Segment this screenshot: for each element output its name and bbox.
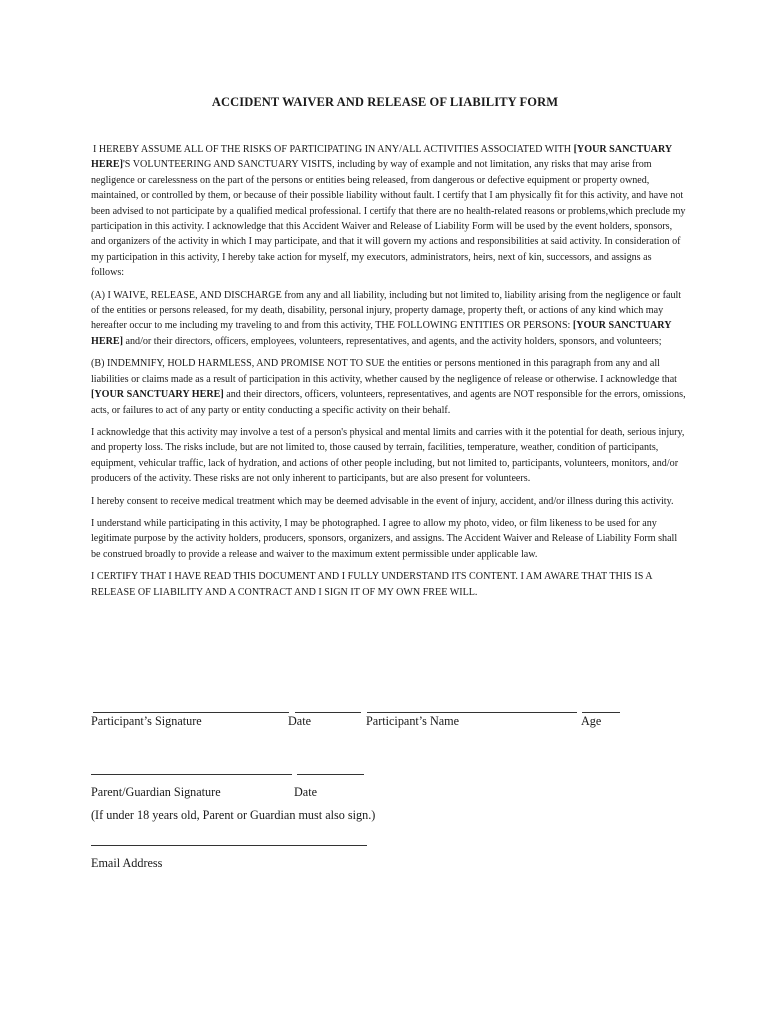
- paragraph-text: I HEREBY ASSUME ALL OF THE RISKS OF PARTICIPATING IN ANY/ALL ACTIVITIES ASSOCIATED WITH: [93, 144, 574, 155]
- paragraph-waive-release: [91, 288, 687, 350]
- age-label: Age: [581, 714, 602, 728]
- guardian-note: (If under 18 years old, Parent or Guardian must also sign.): [91, 808, 376, 822]
- paragraph-assume-risk: [91, 142, 687, 281]
- email-address-label: Email Address: [91, 856, 163, 870]
- paragraph-text: 'S VOLUNTEERING AND SANCTUARY VISITS, including by way of example and not limitation, any risks that may arise from negligence or carelessness on the part of the persons or entities being released, from dangerous or defective equipment or property owned, maintained, or controlled by them, or because of their possible liability without fault. I certify that I am physically fit for this activity, and have not been advised to not participate by a qualified medical professional. I certify that there are no health-related reasons or problems,which preclude my participation in this activity. I acknowledge that this Accident Waiver and Release of Liability Form will be used by the event holders, sponsors, and organizers of the activity in which I may participate, and that it will govern my actions and responsibilities at said activity. In consideration of my participation in this activity, I hereby take action for myself, my executors, administrators, heirs, next of kin, successors, and assigns as follows:: [91, 159, 686, 279]
- document-title: ACCIDENT WAIVER AND RELEASE OF LIABILITY FORM: [211, 95, 559, 109]
- paragraph-photo-release: I understand while participating in this activity, I may be photographed. I agree to allow my photo, video, or film likeness to be used for any legitimate purpose by the activity holders, producers, sponsors, organizers, and assigns. The Accident Waiver and Release of Liability Form shall be construed broadly to provide a release and waiver to the maximum extent permissible under applicable law.: [91, 517, 678, 560]
- paragraph-text: (B) INDEMNIFY, HOLD HARMLESS, AND PROMISE NOT TO SUE the entities or persons mentioned in this paragraph from any and all liabilities or claims made as a result of participation in this activity, whether caused by the negligence of release or otherwise. I acknowledge that: [91, 358, 677, 385]
- sanctuary-placeholder: [YOUR SANCTUARY HERE]: [91, 320, 672, 347]
- paragraph-text: (A) I WAIVE, RELEASE, AND DISCHARGE from any and all liability, including but not limited to, liability arising from the negligence or fault of the entities or persons released, for my death, disability, personal injury, property damage, property theft, or actions of any kind which may hereafter occur to me including my traveling to and from this activity, THE FOLLOWING ENTITIES OR PERSONS:: [91, 289, 682, 332]
- age-line[interactable]: [582, 712, 620, 713]
- email-address-line[interactable]: [91, 845, 367, 846]
- paragraph-text: and/or their directors, officers, employees, volunteers, representatives, and agents, and the activity holders, sponsors, and volunteers;: [122, 335, 662, 347]
- participant-signature-line[interactable]: [93, 712, 289, 713]
- participant-name-label: Participant’s Name: [366, 714, 460, 728]
- guardian-signature-label: Parent/Guardian Signature: [91, 785, 221, 799]
- participant-name-line[interactable]: [367, 712, 577, 713]
- paragraph-risks: I acknowledge that this activity may involve a test of a person's physical and mental limits and carries with it the potential for death, serious injury, and property loss. The risks include, but are not limited to, those caused by terrain, facilities, temperature, weather, condition of participants, equipment, vehicular traffic, lack of hydration, and actions of other people including, but not limited to, participants, volunteers, monitors, and/or producers of the activity. These risks are not only inherent to participants, but are also present for volunteers.: [91, 426, 685, 485]
- paragraph-text: and their directors, officers, volunteers, representatives, and agents are NOT responsible for the errors, omissions, acts, or failures to act of any party or entity conducting a specific activity on their behalf.: [91, 389, 686, 416]
- sanctuary-placeholder: [YOUR SANCTUARY HERE]: [91, 144, 672, 171]
- date-line-1[interactable]: [295, 712, 361, 713]
- date-label-1: Date: [288, 714, 312, 728]
- participant-signature-label: Participant’s Signature: [91, 714, 202, 728]
- paragraph-medical-consent: I hereby consent to receive medical treatment which may be deemed advisable in the event of injury, accident, and/or illness during this activity.: [91, 495, 674, 507]
- guardian-signature-line[interactable]: [91, 774, 292, 775]
- paragraph-certification: I CERTIFY THAT I HAVE READ THIS DOCUMENT AND I FULLY UNDERSTAND ITS CONTENT. I AM AWARE THAT THIS IS A RELEASE OF LIABILITY AND A CONTRACT AND I SIGN IT OF MY OWN FREE WILL.: [91, 571, 653, 598]
- paragraph-indemnify: [91, 356, 687, 418]
- date-label-2: Date: [294, 785, 318, 799]
- date-line-2[interactable]: [297, 774, 364, 775]
- document-body: [91, 142, 687, 607]
- sanctuary-placeholder: [YOUR SANCTUARY HERE]: [91, 389, 224, 401]
